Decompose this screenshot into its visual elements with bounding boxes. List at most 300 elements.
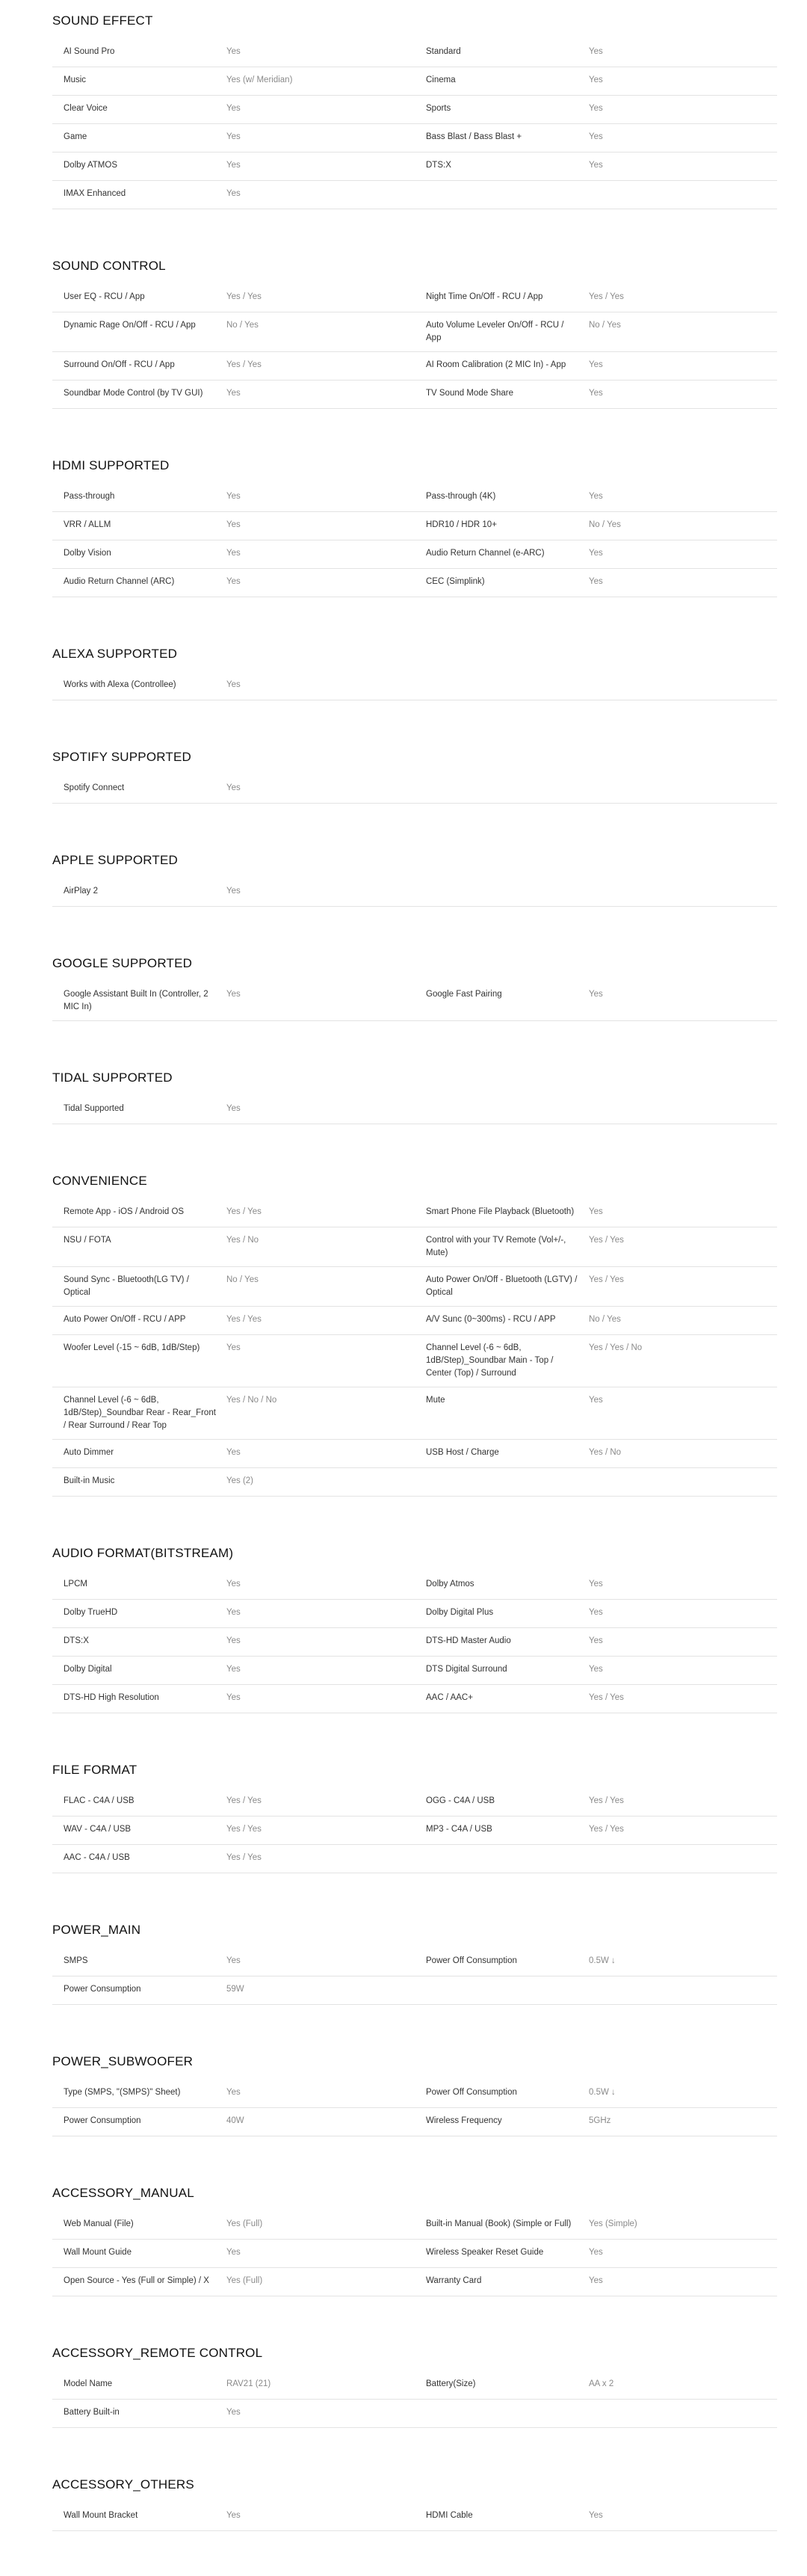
spec-value: Yes <box>226 1580 241 1589</box>
spec-label: Audio Return Channel (ARC) <box>64 577 175 586</box>
spec-table <box>52 284 777 409</box>
spec-label: DTS Digital Surround <box>426 1665 507 1674</box>
spec-label: Tidal Supported <box>64 1104 124 1113</box>
spec-item <box>415 1600 777 1627</box>
spec-value: Yes <box>589 1207 603 1216</box>
spec-label: Open Source - Yes (Full or Simple) / X <box>64 2276 209 2285</box>
spec-label: HDMI Cable <box>426 2511 473 2520</box>
spec-row <box>52 1788 777 1817</box>
spec-row <box>52 1096 777 1124</box>
spec-table <box>52 39 777 209</box>
spec-section-file-format <box>52 1763 777 1873</box>
spec-label: HDR10 / HDR 10+ <box>426 520 497 529</box>
spec-label: Works with Alexa (Controllee) <box>64 680 176 689</box>
spec-value: Yes <box>589 549 603 558</box>
spec-value: Yes / Yes <box>589 1825 624 1834</box>
spec-item <box>415 1571 777 1599</box>
spec-value: Yes <box>226 1636 241 1645</box>
spec-item <box>415 1199 777 1227</box>
spec-label: AAC / AAC+ <box>426 1693 473 1702</box>
spec-section-sound-effect <box>52 13 777 209</box>
spec-value: Yes <box>589 1580 603 1589</box>
spec-label: Wall Mount Guide <box>64 2248 132 2257</box>
spec-label: Power Consumption <box>64 1985 141 1994</box>
spec-label: Dynamic Rage On/Off - RCU / App <box>64 321 196 330</box>
spec-value: Yes <box>226 1448 241 1457</box>
spec-item <box>415 2108 777 2136</box>
spec-label: Battery Built-in <box>64 2408 120 2417</box>
spec-label: Wireless Speaker Reset Guide <box>426 2248 544 2257</box>
spec-label: DTS:X <box>64 1636 89 1645</box>
spec-label: Sound Sync - Bluetooth(LG TV) / Optical <box>64 1275 189 1297</box>
spec-row <box>52 1387 777 1440</box>
spec-label: Battery(Size) <box>426 2379 476 2388</box>
spec-row <box>52 512 777 540</box>
spec-row <box>52 1468 777 1497</box>
spec-item <box>415 96 777 123</box>
spec-table <box>52 775 777 804</box>
spec-label: AAC - C4A / USB <box>64 1853 130 1862</box>
spec-value: Yes <box>226 104 241 113</box>
spec-item <box>415 569 777 597</box>
spec-item <box>415 2268 777 2296</box>
spec-value: Yes <box>226 2088 241 2097</box>
spec-item <box>52 982 415 1020</box>
spec-value: Yes <box>589 990 603 999</box>
spec-value: Yes <box>589 2276 603 2285</box>
spec-row <box>52 1307 777 1335</box>
spec-row <box>52 1657 777 1685</box>
spec-section-sound-control <box>52 259 777 409</box>
spec-label: Wall Mount Bracket <box>64 2511 138 2520</box>
spec-section-audio-format-bitstream <box>52 1546 777 1713</box>
spec-row <box>52 352 777 380</box>
spec-value: Yes (w/ Meridian) <box>226 76 293 84</box>
spec-value: Yes <box>226 783 241 792</box>
spec-value: Yes <box>226 549 241 558</box>
spec-item <box>52 152 415 180</box>
section-title: ACCESSORY_OTHERS <box>52 2477 194 2492</box>
spec-item <box>415 284 777 312</box>
section-title: CONVENIENCE <box>52 1174 147 1188</box>
spec-label: Pass-through <box>64 492 115 501</box>
spec-item <box>52 2371 415 2399</box>
spec-label: LPCM <box>64 1580 87 1589</box>
spec-row <box>52 2211 777 2240</box>
spec-label: Surround On/Off - RCU / App <box>64 360 175 369</box>
spec-label: Mute <box>426 1396 445 1405</box>
section-title: SOUND CONTROL <box>52 259 166 273</box>
section-title: ACCESSORY_MANUAL <box>52 2186 194 2200</box>
spec-label: Power Consumption <box>64 2116 141 2125</box>
spec-item <box>52 1817 415 1844</box>
spec-label: WAV - C4A / USB <box>64 1825 132 1834</box>
spec-label: A/V Sunc (0~300ms) - RCU / APP <box>426 1315 556 1324</box>
section-title: APPLE SUPPORTED <box>52 853 179 867</box>
spec-label: Standard <box>426 47 461 56</box>
spec-item <box>52 1227 415 1266</box>
spec-item <box>52 2400 415 2427</box>
section-title: SOUND EFFECT <box>52 13 153 28</box>
spec-item <box>52 1267 415 1306</box>
spec-value: Yes <box>589 2511 603 2520</box>
spec-label: Auto Volume Leveler On/Off - RCU / App <box>426 321 564 342</box>
spec-item <box>52 1387 415 1439</box>
spec-row <box>52 878 777 907</box>
spec-row <box>52 484 777 512</box>
spec-row <box>52 540 777 569</box>
spec-item <box>52 1335 415 1387</box>
spec-value: Yes <box>226 520 241 529</box>
spec-label: Dolby Digital Plus <box>426 1608 494 1617</box>
spec-item <box>52 96 415 123</box>
spec-row <box>52 124 777 152</box>
spec-value: Yes <box>226 132 241 141</box>
spec-table <box>52 672 777 700</box>
spec-section-hdmi-supported <box>52 458 777 597</box>
spec-label: VRR / ALLM <box>64 520 111 529</box>
spec-item <box>415 512 777 540</box>
spec-label: Pass-through (4K) <box>426 492 496 501</box>
spec-label: Power Off Consumption <box>426 2088 517 2097</box>
spec-row <box>52 1335 777 1387</box>
spec-label: MP3 - C4A / USB <box>426 1825 492 1834</box>
spec-value: Yes / Yes <box>589 1796 624 1805</box>
spec-label: AI Sound Pro <box>64 47 115 56</box>
spec-item <box>415 1948 777 1976</box>
spec-item <box>415 1788 777 1816</box>
spec-label: Game <box>64 132 87 141</box>
spec-item <box>415 67 777 95</box>
spec-table <box>52 1788 777 1873</box>
spec-value: Yes <box>589 76 603 84</box>
spec-row <box>52 2400 777 2428</box>
spec-label: Power Off Consumption <box>426 1956 517 1965</box>
spec-label: Control with your TV Remote (Vol+/-, Mute) <box>426 1236 566 1257</box>
spec-value: Yes / Yes <box>226 292 262 301</box>
spec-value: Yes <box>226 389 241 398</box>
spec-label: DTS:X <box>426 161 451 170</box>
spec-item <box>52 2240 415 2267</box>
spec-label: Warranty Card <box>426 2276 482 2285</box>
spec-value: Yes <box>589 47 603 56</box>
spec-item <box>52 181 415 209</box>
spec-value: Yes <box>589 389 603 398</box>
spec-value: Yes <box>226 492 241 501</box>
spec-label: Clear Voice <box>64 104 108 113</box>
spec-value: Yes <box>226 161 241 170</box>
spec-row <box>52 2080 777 2108</box>
spec-row <box>52 1976 777 2005</box>
spec-value: 40W <box>226 2116 244 2125</box>
spec-label: Channel Level (-6 ~ 6dB, 1dB/Step)_Soundbar Rear - Rear_Front / Rear Surround / Rear Top <box>64 1396 216 1430</box>
spec-item <box>52 1657 415 1684</box>
spec-item <box>415 982 777 1020</box>
spec-item <box>52 352 415 380</box>
spec-label: Dolby Vision <box>64 549 111 558</box>
spec-value: Yes <box>226 577 241 586</box>
spec-value: Yes <box>226 1608 241 1617</box>
spec-value: Yes / Yes <box>226 1796 262 1805</box>
spec-label: Built-in Manual (Book) (Simple or Full) <box>426 2219 572 2228</box>
spec-item <box>52 1948 415 1976</box>
spec-value: Yes / Yes <box>226 1853 262 1862</box>
spec-value: Yes <box>226 1693 241 1702</box>
spec-row <box>52 2240 777 2268</box>
spec-item <box>52 1468 415 1496</box>
spec-row <box>52 1948 777 1976</box>
spec-item <box>52 2268 415 2296</box>
spec-row <box>52 569 777 597</box>
spec-item <box>415 1657 777 1684</box>
spec-item <box>52 1788 415 1816</box>
spec-value: Yes <box>226 990 241 999</box>
spec-label: AirPlay 2 <box>64 887 99 896</box>
spec-row <box>52 1571 777 1600</box>
spec-value: No / Yes <box>589 321 621 330</box>
spec-label: Remote App - iOS / Android OS <box>64 1207 185 1216</box>
spec-label: Built-in Music <box>64 1476 115 1485</box>
spec-label: DTS-HD High Resolution <box>64 1693 159 1702</box>
spec-item <box>415 1817 777 1844</box>
spec-label: Model Name <box>64 2379 113 2388</box>
spec-value: Yes (Full) <box>226 2219 263 2228</box>
spec-label: Google Assistant Built In (Controller, 2 MIC In) <box>64 990 208 1011</box>
spec-label: Auto Dimmer <box>64 1448 114 1457</box>
spec-section-apple-supported <box>52 853 777 907</box>
spec-row <box>52 1600 777 1628</box>
spec-row <box>52 1817 777 1845</box>
spec-item <box>415 2503 777 2530</box>
spec-label: Web Manual (File) <box>64 2219 134 2228</box>
spec-item <box>52 1600 415 1627</box>
spec-label: Channel Level (-6 ~ 6dB, 1dB/Step)_Soundbar Main - Top / Center (Top) / Surround <box>426 1343 554 1378</box>
spec-label: Auto Power On/Off - RCU / APP <box>64 1315 186 1324</box>
spec-label: Music <box>64 76 87 84</box>
spec-label: NSU / FOTA <box>64 1236 111 1245</box>
spec-value: Yes <box>226 2248 241 2257</box>
spec-item <box>52 484 415 511</box>
spec-value: Yes <box>226 2408 241 2417</box>
spec-label: IMAX Enhanced <box>64 189 126 198</box>
spec-value: Yes <box>226 47 241 56</box>
spec-item <box>52 2080 415 2107</box>
spec-value: No / Yes <box>226 1275 259 1284</box>
spec-value: Yes <box>589 360 603 369</box>
spec-item <box>415 124 777 152</box>
spec-item <box>415 1335 777 1387</box>
spec-table <box>52 1096 777 1124</box>
spec-table <box>52 2080 777 2136</box>
spec-row <box>52 775 777 804</box>
spec-value: Yes / Yes <box>226 1825 262 1834</box>
spec-value: Yes <box>589 1396 603 1405</box>
section-title: TIDAL SUPPORTED <box>52 1070 173 1085</box>
spec-value: Yes <box>589 132 603 141</box>
spec-value: AA x 2 <box>589 2379 614 2388</box>
spec-table <box>52 1948 777 2005</box>
spec-row <box>52 67 777 96</box>
spec-label: AI Room Calibration (2 MIC In) - App <box>426 360 566 369</box>
spec-label: Dolby Atmos <box>426 1580 474 1589</box>
spec-item <box>52 380 415 408</box>
spec-section-alexa-supported <box>52 647 777 700</box>
spec-label: Woofer Level (-15 ~ 6dB, 1dB/Step) <box>64 1343 200 1352</box>
spec-label: FLAC - C4A / USB <box>64 1796 134 1805</box>
spec-section-convenience <box>52 1174 777 1497</box>
spec-label: Cinema <box>426 76 456 84</box>
spec-item <box>415 1387 777 1439</box>
spec-row <box>52 2268 777 2296</box>
spec-label: Night Time On/Off - RCU / App <box>426 292 543 301</box>
section-title: GOOGLE SUPPORTED <box>52 956 193 970</box>
spec-row <box>52 2108 777 2136</box>
spec-item <box>52 512 415 540</box>
spec-item <box>52 1307 415 1334</box>
spec-label: Type (SMPS, "(SMPS)" Sheet) <box>64 2088 181 2097</box>
spec-value: 0.5W ↓ <box>589 2088 616 2097</box>
spec-section-google-supported <box>52 956 777 1021</box>
spec-section-spotify-supported <box>52 750 777 804</box>
spec-item <box>415 2211 777 2239</box>
spec-row <box>52 1267 777 1307</box>
spec-item <box>415 540 777 568</box>
spec-value: Yes <box>589 2248 603 2257</box>
spec-item <box>415 380 777 408</box>
spec-label: SMPS <box>64 1956 88 1965</box>
spec-label: CEC (Simplink) <box>426 577 485 586</box>
spec-table <box>52 878 777 907</box>
spec-row <box>52 2371 777 2400</box>
spec-row <box>52 152 777 181</box>
spec-table <box>52 1199 777 1497</box>
spec-item <box>52 540 415 568</box>
spec-value: No / Yes <box>226 321 259 330</box>
spec-label: Dolby ATMOS <box>64 161 117 170</box>
spec-value: Yes / Yes <box>589 1275 624 1284</box>
section-title: ACCESSORY_REMOTE CONTROL <box>52 2346 263 2360</box>
spec-label: OGG - C4A / USB <box>426 1796 495 1805</box>
section-title: AUDIO FORMAT(BITSTREAM) <box>52 1546 234 1560</box>
spec-label: DTS-HD Master Audio <box>426 1636 511 1645</box>
spec-value: Yes (2) <box>226 1476 254 1485</box>
spec-item <box>415 2371 777 2399</box>
spec-label: User EQ - RCU / App <box>64 292 145 301</box>
spec-row <box>52 1628 777 1657</box>
spec-value: No / Yes <box>589 520 621 529</box>
spec-label: Bass Blast / Bass Blast + <box>426 132 522 141</box>
spec-row <box>52 1227 777 1267</box>
spec-value: Yes <box>226 680 241 689</box>
spec-item <box>52 569 415 597</box>
spec-row <box>52 982 777 1021</box>
spec-item <box>52 775 415 803</box>
spec-section-power-main <box>52 1923 777 2005</box>
spec-value: Yes / Yes <box>589 1236 624 1245</box>
section-title: SPOTIFY SUPPORTED <box>52 750 192 764</box>
spec-label: Auto Power On/Off - Bluetooth (LGTV) / Optical <box>426 1275 578 1297</box>
spec-item <box>52 1685 415 1713</box>
spec-item <box>415 1307 777 1334</box>
spec-value: Yes <box>226 2511 241 2520</box>
spec-item <box>52 124 415 152</box>
spec-value: Yes / No <box>226 1236 259 1245</box>
spec-label: Google Fast Pairing <box>426 990 502 999</box>
spec-item <box>52 1845 415 1873</box>
spec-section-power-subwoofer <box>52 2054 777 2136</box>
spec-value: Yes <box>226 189 241 198</box>
spec-item <box>52 284 415 312</box>
spec-row <box>52 1845 777 1873</box>
spec-label: Soundbar Mode Control (by TV GUI) <box>64 389 203 398</box>
spec-item <box>52 1571 415 1599</box>
spec-label: Spotify Connect <box>64 783 125 792</box>
spec-value: Yes <box>589 104 603 113</box>
spec-row <box>52 39 777 67</box>
spec-row <box>52 96 777 124</box>
spec-label: Sports <box>426 104 451 113</box>
spec-item <box>52 67 415 95</box>
spec-value: 59W <box>226 1985 244 1994</box>
spec-table <box>52 982 777 1021</box>
spec-item <box>52 1199 415 1227</box>
spec-table <box>52 2371 777 2428</box>
spec-value: Yes <box>589 1608 603 1617</box>
spec-item <box>415 1227 777 1266</box>
spec-table <box>52 1571 777 1713</box>
spec-label: Wireless Frequency <box>426 2116 502 2125</box>
spec-item <box>52 312 415 351</box>
spec-value: Yes <box>589 1665 603 1674</box>
spec-value: Yes <box>226 1956 241 1965</box>
spec-label: Audio Return Channel (e-ARC) <box>426 549 545 558</box>
spec-label: Smart Phone File Playback (Bluetooth) <box>426 1207 575 1216</box>
spec-row <box>52 1440 777 1468</box>
spec-item <box>52 2108 415 2136</box>
spec-item <box>415 312 777 351</box>
spec-item <box>415 2240 777 2267</box>
spec-value: Yes <box>589 1636 603 1645</box>
spec-table <box>52 2503 777 2531</box>
spec-table <box>52 484 777 597</box>
spec-value: Yes (Full) <box>226 2276 263 2285</box>
spec-label: USB Host / Charge <box>426 1448 499 1457</box>
spec-item <box>415 484 777 511</box>
spec-item <box>415 352 777 380</box>
spec-row <box>52 672 777 700</box>
spec-value: Yes / Yes <box>226 1315 262 1324</box>
spec-item <box>52 878 415 906</box>
spec-item <box>415 1440 777 1467</box>
spec-item <box>415 2080 777 2107</box>
spec-item <box>52 39 415 67</box>
spec-item <box>415 152 777 180</box>
section-title: FILE FORMAT <box>52 1763 137 1777</box>
spec-value: Yes / Yes <box>589 1693 624 1702</box>
spec-row <box>52 284 777 312</box>
spec-item <box>52 2211 415 2239</box>
spec-row <box>52 2503 777 2531</box>
spec-item <box>52 1440 415 1467</box>
spec-label: Dolby TrueHD <box>64 1608 118 1617</box>
spec-row <box>52 181 777 209</box>
spec-item <box>52 2503 415 2530</box>
section-title: ALEXA SUPPORTED <box>52 647 178 661</box>
spec-value: Yes / No <box>589 1448 622 1457</box>
spec-row <box>52 380 777 409</box>
spec-label: TV Sound Mode Share <box>426 389 513 398</box>
spec-value: Yes / Yes <box>226 360 262 369</box>
